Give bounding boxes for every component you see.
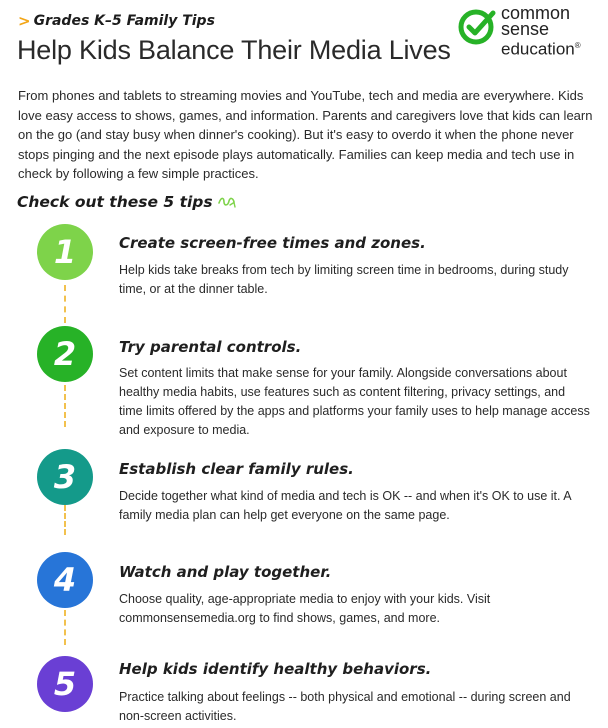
logo-education-text: education: [501, 39, 575, 59]
tip-body: Set content limits that make sense for your family. Alongside conversations about healthy media habits, use features such as content filtering, privacy settings, and time limits offered by the apps and platforms your family uses to help manage access and exposure to media.: [119, 366, 590, 437]
grade-eyebrow: [18, 12, 215, 30]
tip-number: 5: [53, 665, 77, 703]
tip-number-badge: [37, 449, 93, 505]
tip-number-badge: [37, 552, 93, 608]
chevron-right-icon: >: [18, 12, 31, 30]
intro-paragraph: From phones and tablets to streaming movies and YouTube, tech and media are everywhere. Kids love easy access to shows, games, and information. Parents and caregivers love that kids can learn on the go (and stay busy when dinner's cooking). But it's easy to overdo it when the phone never stops pinging and the next episode plays automatically. Families can keep media and tech use in check by following a few simple practices.: [18, 88, 593, 181]
page-title: Help Kids Balance Their Media Lives: [17, 35, 451, 65]
tips-heading-text: Check out these 5 tips: [17, 193, 213, 211]
tip-body: Help kids take breaks from tech by limiting screen time in bedrooms, during study time, or at the dinner table.: [119, 263, 569, 296]
tip-connector: [64, 505, 66, 535]
tip-number: 2: [53, 335, 77, 373]
tip-body: Decide together what kind of media and tech is OK -- and when it's OK to use it. A family media plan can help get everyone on the same page.: [119, 489, 571, 522]
tip-number-badge: [37, 656, 93, 712]
tip-title: Watch and play together.: [119, 563, 332, 581]
tip-connector: [64, 285, 66, 323]
tip-number: 1: [53, 233, 77, 271]
tip-title: Establish clear family rules.: [119, 460, 354, 478]
eyebrow-text: Grades K–5 Family Tips: [33, 13, 215, 29]
logo-line-education: [501, 38, 581, 58]
tip-number: 4: [53, 561, 77, 599]
tip-number-badge: [37, 224, 93, 280]
page-header: [0, 0, 608, 70]
checkmark-circle-icon: [457, 7, 497, 47]
tip-connector: [64, 385, 66, 427]
tip-title: Help kids identify healthy behaviors.: [119, 660, 432, 678]
tip-connector: [64, 610, 66, 645]
tip-number: 3: [53, 458, 77, 496]
tip-body: Practice talking about feelings -- both physical and emotional -- during screen and non-screen activities.: [119, 690, 571, 723]
registered-mark: ®: [574, 41, 581, 50]
tip-body: Choose quality, age-appropriate media to enjoy with your kids. Visit commonsensemedia.org to find shows, games, and more.: [119, 592, 491, 625]
tip-title: Create screen-free times and zones.: [119, 234, 426, 252]
tip-title: Try parental controls.: [119, 338, 302, 356]
tip-number-badge: [37, 326, 93, 382]
squiggle-arrow-icon: [218, 196, 236, 208]
tips-heading: [17, 193, 236, 211]
common-sense-education-logo: [457, 4, 597, 60]
logo-line-common: common: [501, 3, 571, 23]
logo-line-sense: sense: [501, 19, 550, 39]
